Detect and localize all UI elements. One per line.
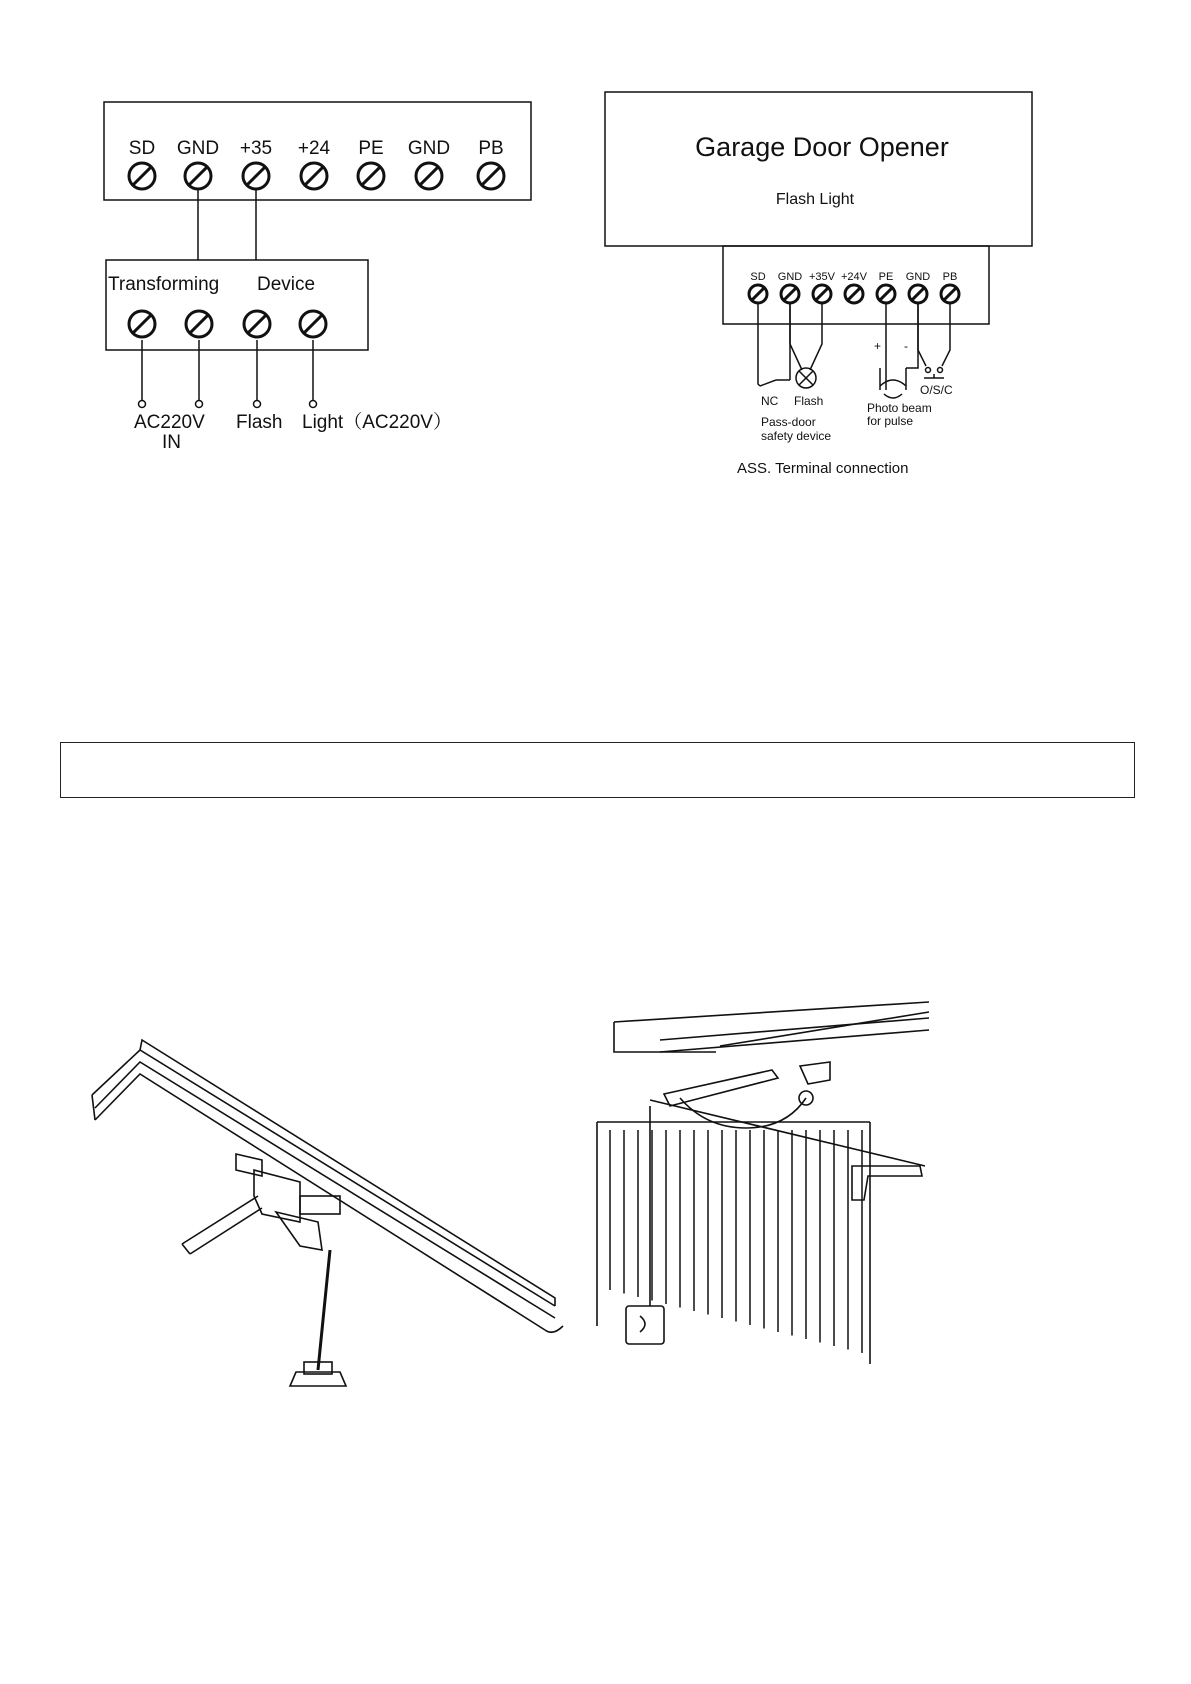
left-terminal-screws [129, 163, 504, 189]
right-terminal-label: GND [905, 271, 931, 283]
right-terminal-labels [750, 271, 957, 283]
output-ac-in-1: AC220V [134, 412, 205, 433]
output-light: Light（AC220V） [302, 412, 452, 433]
right-terminal-screws [749, 285, 959, 303]
right-terminal-screw [845, 285, 863, 303]
left-terminal-label: +35 [239, 138, 273, 159]
right-terminal-label: GND [777, 271, 803, 283]
left-terminal-screw [478, 163, 504, 189]
right-terminal-label: +24V [841, 271, 867, 283]
left-terminal-screw [129, 163, 155, 189]
output-flash: Flash [236, 412, 283, 433]
label-osc: O/S/C [920, 383, 953, 397]
label-flash: Flash [794, 394, 824, 408]
label-pass-door-1: Pass-door [761, 415, 816, 429]
label-nc: NC [761, 394, 779, 408]
left-terminal-label: SD [128, 138, 156, 159]
right-terminal-screw [781, 285, 799, 303]
right-terminal-label: +35V [809, 271, 835, 283]
output-ac-in-2: IN [162, 432, 181, 453]
label-plus: + [874, 339, 882, 353]
left-terminal-label: PE [358, 138, 384, 159]
label-pass-door-2: safety device [761, 429, 832, 443]
right-terminal-screw [877, 285, 895, 303]
left-terminal-screw [301, 163, 327, 189]
door-slats [610, 1130, 862, 1353]
left-terminal-screw [185, 163, 211, 189]
right-terminal-label: SD [750, 271, 766, 283]
device-screw [129, 311, 155, 337]
left-terminal-labels [129, 138, 504, 159]
notice-box [60, 742, 1135, 798]
right-terminal-label: PB [942, 271, 958, 283]
label-photo-1: Photo beam [867, 401, 932, 415]
device-title-1: Transforming [108, 274, 220, 295]
label-minus: - [904, 339, 908, 353]
device-screw [300, 311, 326, 337]
device-screws [129, 311, 326, 337]
left-terminal-label: GND [176, 138, 220, 159]
right-terminal-screw [909, 285, 927, 303]
door-rail-illustration [597, 1002, 929, 1364]
left-terminal-label: GND [407, 138, 451, 159]
device-screw [186, 311, 212, 337]
rail-release-illustration [92, 1040, 563, 1386]
door-release-handle [626, 1106, 664, 1344]
opener-title: Garage Door Opener [695, 132, 949, 162]
left-terminal-label: +24 [297, 138, 331, 159]
left-terminal-screw [416, 163, 442, 189]
right-terminal-screw [749, 285, 767, 303]
opener-subtitle: Flash Light [775, 191, 855, 208]
right-terminal-label: PE [878, 271, 894, 283]
opener-box [605, 92, 1032, 246]
device-screw [244, 311, 270, 337]
left-terminal-screw [243, 163, 269, 189]
terminal-caption: ASS. Terminal connection [737, 460, 909, 477]
right-terminal-screw [941, 285, 959, 303]
right-terminal-screw [813, 285, 831, 303]
device-title-2: Device [257, 274, 316, 295]
left-terminal-label: PB [478, 138, 504, 159]
label-photo-2: for pulse [867, 414, 914, 428]
left-terminal-screw [358, 163, 384, 189]
